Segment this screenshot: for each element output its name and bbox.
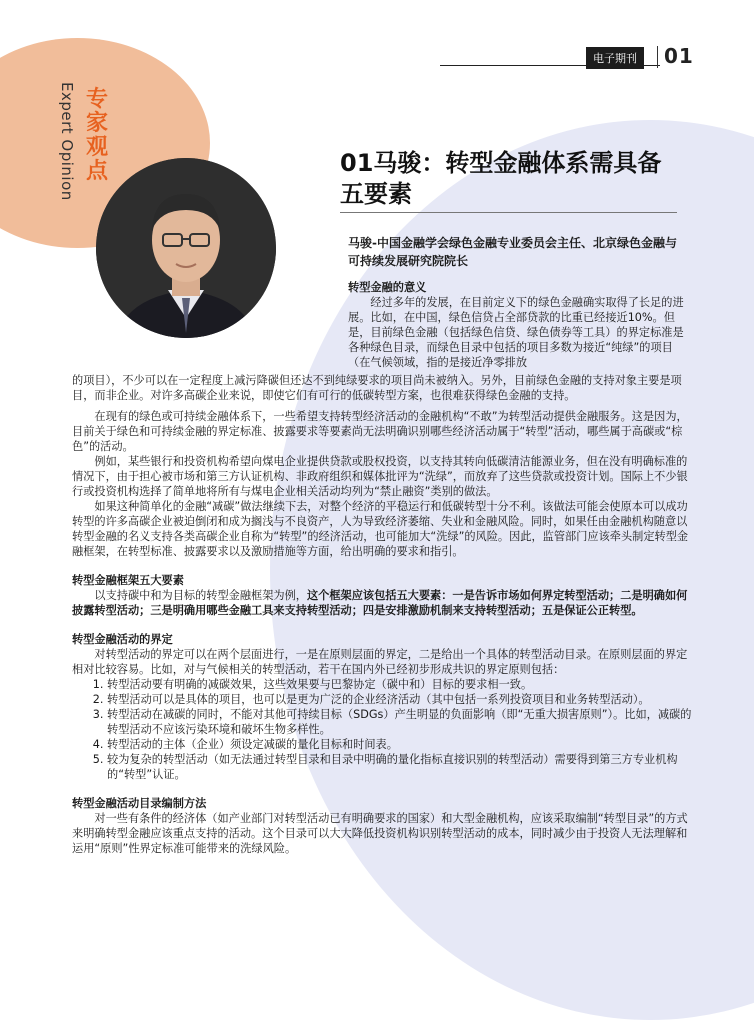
author-byline: 马骏-中国金融学会绿色金融专业委员会主任、北京绿色金融与可持续发展研究院院长 xyxy=(348,236,677,268)
page-number: 01 xyxy=(664,44,694,68)
portrait-illustration xyxy=(96,158,276,338)
article-body xyxy=(72,373,698,856)
list-item: 3. 转型活动在减碳的同时，不能对其他可持续目标（SDGs）产生明显的负面影响（即“无重大损害原则”）。比如，减碳的转型活动不应该污染环境和破坏生物多样性。 xyxy=(107,707,698,737)
section-heading-five-elements: 转型金融框架五大要素 xyxy=(72,574,184,587)
paragraph-five-elements xyxy=(72,588,698,618)
header-tag: 电子期刊 xyxy=(586,47,644,69)
paragraph-significance-1-cont: 的项目），不少可以在一定程度上减污降碳但还达不到纯绿要求的项目尚未被纳入。另外，目前绿色金融的支持对象主要是项目，而非企业。对许多高碳企业来说，即使它们有可行的低碳转型方案，也很难获得绿色金融的支持。 xyxy=(72,374,682,402)
five-elements-lead: 以支持碳中和为目标的转型金融框架为例， xyxy=(94,589,307,602)
section-heading-definition: 转型金融活动的界定 xyxy=(72,633,173,646)
section-heading-catalog: 转型金融活动目录编制方法 xyxy=(72,797,207,810)
list-item: 1. 转型活动要有明确的减碳效果，这些效果要与巴黎协定（碳中和）目标的要求相一致。 xyxy=(107,677,698,692)
list-item: 4. 转型活动的主体（企业）须设定减碳的量化目标和时间表。 xyxy=(107,737,698,752)
paragraph-significance-1: 经过多年的发展，在目前定义下的绿色金融确实取得了长足的进展。比如，在中国，绿色信贷占全部贷款的比重已经接近10%。但是，目前绿色金融（包括绿色信贷、绿色债券等工具）的界定标准是各种绿色目录，而绿色目录中包括的项目多数为接近“纯绿”的项目（在气候领域，指的是接近净零排放 xyxy=(348,296,684,369)
paragraph-significance-4: 如果这种简单化的金融“减碳”做法继续下去，对整个经济的平稳运行和低碳转型十分不利。该做法可能会使原本可以成功转型的许多高碳企业被迫倒闭和成为搁浅与不良资产，人为导致经济萎缩、失业和金融风险。同时，如果任由金融机构随意以转型金融的名义支持各类高碳企业自称为“转型”的经济活动，也可能加大“洗绿”的风险。因此，监管部门应该牵头制定转型金融框架，在转型标准、披露要求以及激励措施等方面，给出明确的要求和指引。 xyxy=(72,500,689,558)
section-heading-significance: 转型金融的意义 xyxy=(348,281,427,294)
paragraph-significance-3: 例如，某些银行和投资机构希望向煤电企业提供贷款或股权投资，以支持其转向低碳清洁能源业务，但在没有明确标准的情况下，由于担心被市场和第三方认证机构、非政府组织和媒体批评为“洗绿”，而放弃了这些贷款或投资计划。国际上不少银行或投资机构选择了简单地将所有与煤电企业相关活动均列为“禁止融资”类别的做法。 xyxy=(72,455,688,498)
paragraph-definition: 对转型活动的界定可以在两个层面进行，一是在原则层面的界定，二是给出一个具体的转型活动目录。在原则层面的界定相对比较容易。比如，对与气候相关的转型活动，若干在国内外已经初步形成共识的界定原则包括： xyxy=(72,648,688,676)
paragraph-significance-2: 在现有的绿色或可持续金融体系下，一些希望支持转型经济活动的金融机构“不敢”为转型活动提供金融服务。这是因为，目前关于绿色和可持续金融的界定标准、披露要求等要素尚无法明确识别哪些经济活动属于“转型”活动，哪些属于高碳或“棕色”的活动。 xyxy=(72,410,688,453)
title-divider xyxy=(340,212,677,213)
header-separator xyxy=(657,46,658,68)
column-title: 专家观点 xyxy=(86,87,109,184)
paragraph-catalog: 对一些有条件的经济体（如产业部门对转型活动已有明确要求的国家）和大型金融机构，应该采取编制“转型目录”的方式来明确转型金融应该重点支持的活动。这个目录可以大大降低投资机构识别转型活动的成本，同时减少由于投资人无法理解和运用“原则”性界定标准可能带来的洗绿风险。 xyxy=(72,812,688,855)
section-significance-intro xyxy=(348,280,693,370)
five-elements-list: 这个框架应该包括五大要素：一是告诉市场如何界定转型活动；二是明确如何披露转型活动；三是明确用哪些金融工具来支持转型活动；四是安排激励机制来支持转型活动；五是保证公正转型。 xyxy=(72,589,688,617)
article-title: 01马骏：转型金融体系需具备五要素 xyxy=(340,149,662,208)
column-title-en: Expert Opinion xyxy=(58,82,76,201)
author-portrait xyxy=(96,158,276,338)
list-item: 2. 转型活动可以是具体的项目，也可以是更为广泛的企业经济活动（其中包括一系列投资项目和业务转型活动）。 xyxy=(107,692,698,707)
list-item: 5. 较为复杂的转型活动（如无法通过转型目录和目录中明确的量化指标直接识别的转型活动）需要得到第三方专业机构的“转型”认证。 xyxy=(107,752,698,782)
definition-principles-list xyxy=(72,677,698,782)
